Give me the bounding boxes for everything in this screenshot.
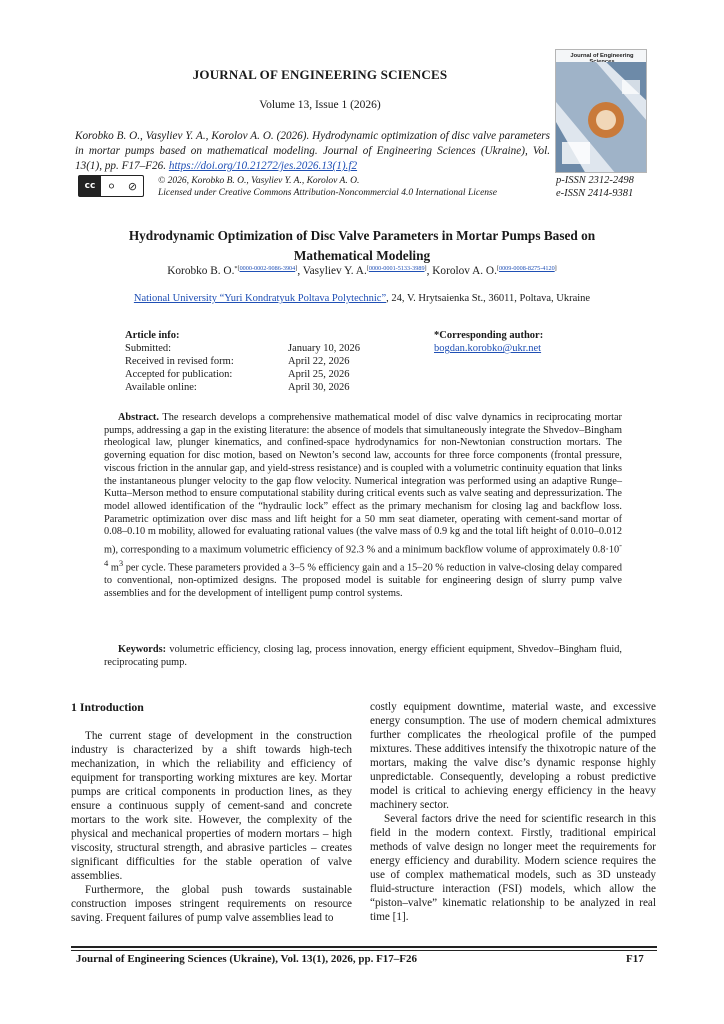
license-row [78,175,548,199]
body-column-left [71,700,352,925]
doi-link[interactable]: https://doi.org/10.21272/jes.2026.13(1).f2 [168,160,358,172]
affiliation-address: , 24, V. Hrytsaienka St., 36011, Poltava, Ukraine [386,293,591,304]
corresponding-email-link[interactable]: bogdan.korobko@ukr.net [434,343,542,354]
cc-icon: cc [79,176,101,196]
corresponding-heading: *Corresponding author: [434,330,544,341]
paragraph: Furthermore, the global push towards sustainable construction imposes stringent requirements on resource saving. Frequent failures of pump valve assemblies lead to [71,884,352,924]
section-heading: 1 Introduction [71,700,144,714]
footer-text: Journal of Engineering Sciences (Ukraine), Vol. 13(1), 2026, pp. F17–F26 [76,953,418,965]
orcid-link-2[interactable]: 0000-0001-5133-3989 [368,265,425,272]
author-2: Vasyliev Y. A.[0000-0001-5133-3989], [302,265,433,277]
cover-title: Journal of Engineering [570,53,634,59]
journal-cover [555,49,647,173]
nc-icon: ⊘ [127,179,138,193]
volume-issue: Volume 13, Issue 1 (2026) [259,99,381,111]
info-row-accepted: Accepted for publication: April 25, 2026 [125,369,350,380]
citation [75,129,550,174]
paragraph: The current stage of development in the construction industry is characterized by a shift towards high-tech mechanization, in which the reliability and efficiency of equipment for transporting working mixtures are key. Mortar pumps are critical components in production lines, as they ensure a continuous supply of cement-sand and concrete mortars to the work site. However, the complexity of the physical and mechanical properties of modern mortars – high viscosity, structural strength, and abrasive particles – creates significant difficulties for the stable operation of valve assemblies. [71,730,352,882]
license-text [158,175,558,199]
author-3: Korolov A. O.[0009-0008-8275-4120] [432,265,557,277]
abstract-label: Abstract. [118,412,159,423]
info-row-revised: Received in revised form: April 22, 2026 [125,356,350,367]
affiliation [80,293,644,304]
page-number: F17 [626,953,644,965]
citation-text: Korobko B. O., Vasyliev Y. A., Korolov A. O. (2026). Hydrodynamic optimization of disc valve parameters in mortar pumps based on mathematical modeling. Journal of Engineering Sciences (Ukraine), Vol. 13(1), pp. F17–F26. [75,130,550,172]
keywords-label: Keywords: [118,644,167,655]
license-line: Licensed under Creative Commons Attribution-Noncommercial 4.0 International License [158,188,497,198]
abstract: Abstract. The research develops a comprehensive mathematical model of disc valve dynamics in reciprocating mortar pumps, addressing a gap in the existing literature: the absence of models that simultaneously integrate the Shvedov–Bingham rheological law, plunger kinematics, and confined-space hydrodynamics for non-Newtonian construction mortars. The governing equation for disc motion, based on Newton’s second law, accounts for three force components (frontal pressure, viscous friction in the annular gap, and yield-stress resistance) and is coupled with a volumetric continuity equation that links the instantaneous plunger velocity to the gap flow velocity. Numerical integration was performed using an adaptive Runge–Kutta–Merson method to ensure computational stability during critical events such as valve seating and depressurization. The model allowed identification of the “hydraulic lock” effect as the primary mechanism for closing lag and backflow loss. Parametric optimization over disc mass and lift height for a 50 mm seat diameter, operating with cement-sand mortar of 0.08–0.10 m mobility, allowed for evaluating rational values (the valve mass of 0.9 kg and the total lift height of 0.010–0.012 m), corresponding to a maximum volumetric efficiency of 92.3 % and a minimum backflow volume of approximately $0.8\cdot 10^{-4}$ $m^3$ per cycle. These parameters provided a 3–5 % efficiency gain and a 15–20 % reduction in valve-closing delay compared to conventional, non-optimized designs. The proposed model is suitable for engineering design of slurry pump valve assemblies and for the development of intelligent pump control systems. [104,412,623,599]
author-1: Korobko B. O.$^{*[0000-0002-9086-3904]}$, [167,265,303,277]
paragraph: Several factors drive the need for scientific research in this field in the modern context. Firstly, traditional empirical methods of valve design no longer meet the requirements for energy efficiency and durability. Modern science requires the use of complex mathematical models, such as 3D unsteady fluid-structure interaction (FSI) models, which allow the “piston–valve” kinematic relationship to be analyzed in real time [1]. [370,813,656,923]
corresponding-author [434,329,543,355]
cc-license-badge[interactable] [78,175,144,197]
cover-art-icon [556,62,647,173]
copyright-line: © 2026, Korobko B. O., Vasyliev Y. A., Korolov A. O. [158,176,360,186]
footer-rule [71,946,657,948]
issn-print: p-ISSN 2312-2498 [556,175,634,186]
affiliation-link[interactable]: National University “Yuri Kondratyuk Poltava Polytechnic” [133,293,387,304]
article-info-heading: Article info: [125,330,180,341]
issn-online: e-ISSN 2414-9381 [556,188,634,199]
info-row-online: Available online: April 30, 2026 [125,382,350,393]
orcid-link-3[interactable]: 0009-0008-8275-4120 [498,265,555,272]
orcid-link-1[interactable]: 0000-0002-9086-3904 [239,265,296,272]
info-row-submitted: Submitted: January 10, 2026 [125,343,361,354]
by-icon: ⚪ [106,179,117,193]
footer-rule-thin [71,950,657,951]
article-info [125,329,415,394]
paragraph: costly equipment downtime, material waste, and excessive energy consumption. The use of modern chemical admixtures further complicates the rheological profile of the pumped mixtures. These additives intensify the thixotropic nature of the mortars, making the valve disc’s dynamic response highly unpredictable. Consequently, developing a robust predictive model is critical to achieving energy efficiency in the heavy machinery sector. [370,701,656,811]
authors [80,265,644,277]
keywords: Keywords: volumetric efficiency, closing lag, process innovation, energy efficient equipment, Shvedov–Bingham fluid, reciprocating pump. [104,644,622,668]
article-title: Hydrodynamic Optimization of Disc Valve Parameters in Mortar Pumps Based on Mathematical Modeling [128,228,596,263]
journal-name: JOURNAL OF ENGINEERING SCIENCES [192,67,448,82]
body-column-right [370,700,656,924]
